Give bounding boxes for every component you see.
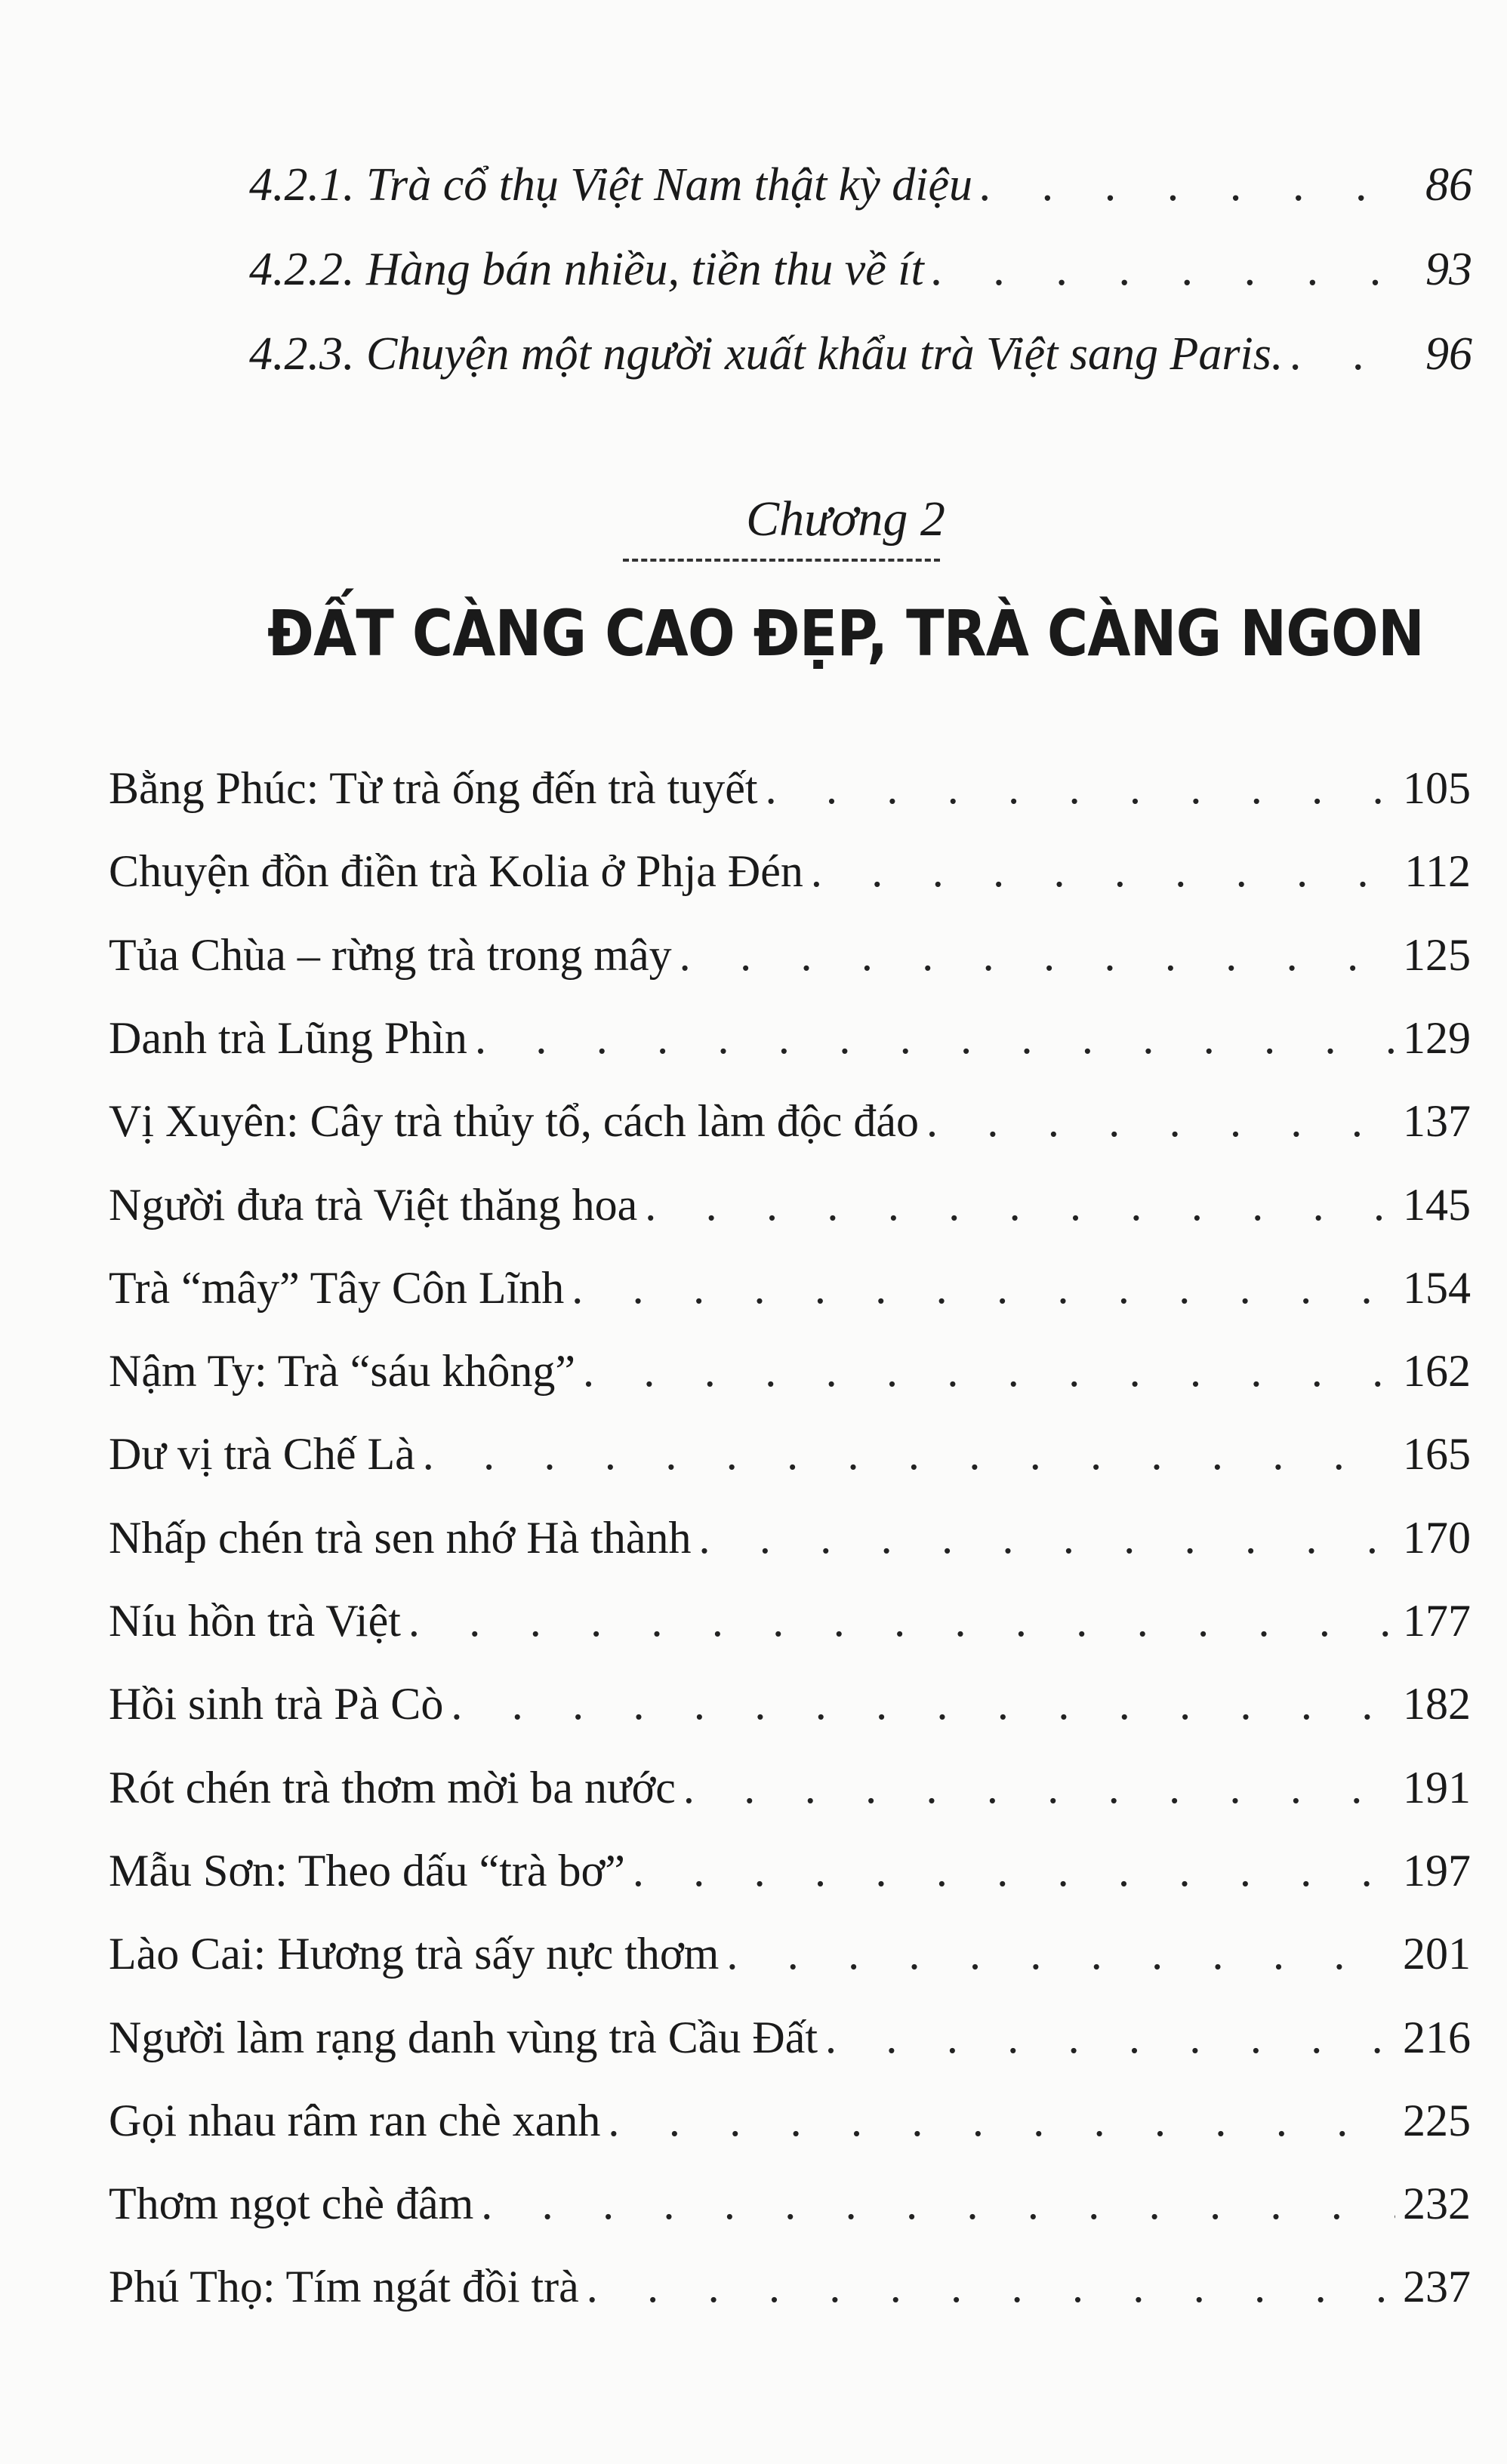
toc-entry[interactable] bbox=[109, 1179, 1471, 1231]
dot-leader bbox=[766, 762, 1395, 815]
dot-leader bbox=[680, 929, 1395, 981]
toc-entry[interactable] bbox=[109, 2095, 1471, 2147]
entry-page: 129 bbox=[1403, 1012, 1471, 1063]
entry-page: 237 bbox=[1403, 2262, 1471, 2312]
dot-leader bbox=[811, 845, 1397, 898]
entry-page: 93 bbox=[1425, 244, 1472, 295]
toc-entry[interactable] bbox=[109, 1678, 1471, 1730]
toc-entry[interactable] bbox=[249, 243, 1472, 297]
dot-leader bbox=[645, 1179, 1395, 1231]
dot-leader bbox=[980, 159, 1418, 212]
entry-page: 232 bbox=[1403, 2179, 1471, 2229]
toc-entry[interactable] bbox=[109, 2261, 1471, 2313]
toc-entry[interactable] bbox=[109, 1845, 1471, 1897]
toc-entry[interactable] bbox=[249, 159, 1472, 212]
entry-page: 165 bbox=[1403, 1429, 1471, 1480]
chapter-divider bbox=[623, 559, 940, 562]
entry-page: 137 bbox=[1403, 1096, 1471, 1147]
entry-page: 154 bbox=[1403, 1262, 1471, 1313]
dot-leader bbox=[1290, 328, 1418, 381]
entry-title: 4.2.1. Trà cổ thụ Việt Nam thật kỳ diệu bbox=[249, 159, 973, 211]
entry-title: Tủa Chùa – rừng trà trong mây bbox=[109, 929, 672, 980]
toc-entry[interactable] bbox=[109, 1428, 1471, 1480]
toc-entry[interactable] bbox=[109, 1345, 1471, 1397]
dot-leader bbox=[481, 2178, 1395, 2230]
toc-entry[interactable] bbox=[109, 845, 1471, 898]
dot-leader bbox=[583, 1345, 1395, 1397]
entry-title: Hồi sinh trà Pà Cò bbox=[109, 1679, 444, 1729]
dot-leader bbox=[587, 2261, 1395, 2313]
entry-title: Gọi nhau râm ran chè xanh bbox=[109, 2095, 601, 2145]
entry-title: Trà “mây” Tây Côn Lĩnh bbox=[109, 1262, 565, 1313]
entry-page: 216 bbox=[1403, 2012, 1471, 2062]
entry-title: Người làm rạng danh vùng trà Cầu Đất bbox=[109, 2012, 818, 2062]
entry-page: 112 bbox=[1404, 846, 1471, 897]
entry-title: Danh trà Lũng Phìn bbox=[109, 1012, 467, 1063]
entry-page: 145 bbox=[1403, 1179, 1471, 1230]
dot-leader bbox=[423, 1428, 1395, 1480]
entry-title: Nhấp chén trà sen nhớ Hà thành bbox=[109, 1512, 692, 1563]
entry-title: Níu hồn trà Việt bbox=[109, 1596, 401, 1646]
entry-page: 125 bbox=[1403, 929, 1471, 980]
dot-leader bbox=[475, 1012, 1395, 1064]
dot-leader bbox=[608, 2095, 1395, 2147]
entry-page: 105 bbox=[1403, 763, 1471, 813]
toc-entry[interactable] bbox=[109, 1928, 1471, 1980]
entry-title: Nậm Ty: Trà “sáu không” bbox=[109, 1346, 575, 1397]
toc-entry[interactable] bbox=[109, 929, 1471, 981]
toc-entry[interactable] bbox=[109, 1512, 1471, 1564]
entry-page: 225 bbox=[1403, 2095, 1471, 2145]
dot-leader bbox=[683, 1762, 1395, 1814]
entry-title: Người đưa trà Việt thăng hoa bbox=[109, 1179, 638, 1230]
entry-page: 177 bbox=[1403, 1596, 1471, 1646]
entry-page: 201 bbox=[1403, 1929, 1471, 1979]
toc-entry[interactable] bbox=[249, 328, 1472, 381]
toc-entry[interactable] bbox=[109, 762, 1471, 815]
entry-page: 182 bbox=[1403, 1679, 1471, 1729]
toc-entry[interactable] bbox=[109, 1012, 1471, 1064]
entry-title: Chuyện đồn điền trà Kolia ở Phja Đén bbox=[109, 846, 803, 897]
entry-title: Thơm ngọt chè đâm bbox=[109, 2179, 474, 2229]
toc-entry[interactable] bbox=[109, 2178, 1471, 2230]
entry-title: Vị Xuyên: Cây trà thủy tổ, cách làm độc đáo bbox=[109, 1096, 920, 1147]
dot-leader bbox=[572, 1262, 1395, 1314]
dot-leader bbox=[932, 243, 1418, 297]
dot-leader bbox=[408, 1595, 1395, 1647]
entry-title: Phú Thọ: Tím ngát đồi trà bbox=[109, 2262, 579, 2312]
entry-title: 4.2.2. Hàng bán nhiều, tiền thu về ít bbox=[249, 244, 924, 295]
entry-title: Rót chén trà thơm mời ba nước bbox=[109, 1762, 676, 1813]
dot-leader bbox=[726, 1928, 1395, 1980]
dot-leader bbox=[698, 1512, 1395, 1564]
entry-page: 86 bbox=[1425, 159, 1472, 211]
dot-leader bbox=[451, 1678, 1395, 1730]
entry-page: 162 bbox=[1403, 1346, 1471, 1397]
entry-title: Lào Cai: Hương trà sấy nực thơm bbox=[109, 1929, 720, 1979]
entry-title: Mẫu Sơn: Theo dấu “trà bơ” bbox=[109, 1845, 625, 1896]
dot-leader bbox=[926, 1095, 1395, 1147]
toc-entry[interactable] bbox=[109, 2012, 1471, 2064]
toc-entry[interactable] bbox=[109, 1095, 1471, 1147]
chapter-label: Chương 2 bbox=[746, 491, 945, 547]
entry-title: Bằng Phúc: Từ trà ống đến trà tuyết bbox=[109, 763, 758, 813]
dot-leader bbox=[633, 1845, 1395, 1897]
entry-page: 191 bbox=[1403, 1762, 1471, 1813]
entry-page: 197 bbox=[1403, 1845, 1471, 1896]
dot-leader bbox=[825, 2012, 1395, 2064]
entry-title: Dư vị trà Chế Là bbox=[109, 1429, 415, 1480]
entry-page: 96 bbox=[1425, 328, 1472, 380]
toc-entry[interactable] bbox=[109, 1762, 1471, 1814]
entry-title: 4.2.3. Chuyện một người xuất khẩu trà Việt sang Paris. bbox=[249, 328, 1284, 380]
chapter-title: ĐẤT CÀNG CAO ĐẸP, TRÀ CÀNG NGON bbox=[267, 596, 1424, 670]
toc-entry[interactable] bbox=[109, 1595, 1471, 1647]
toc-entry[interactable] bbox=[109, 1262, 1471, 1314]
entry-page: 170 bbox=[1403, 1512, 1471, 1563]
